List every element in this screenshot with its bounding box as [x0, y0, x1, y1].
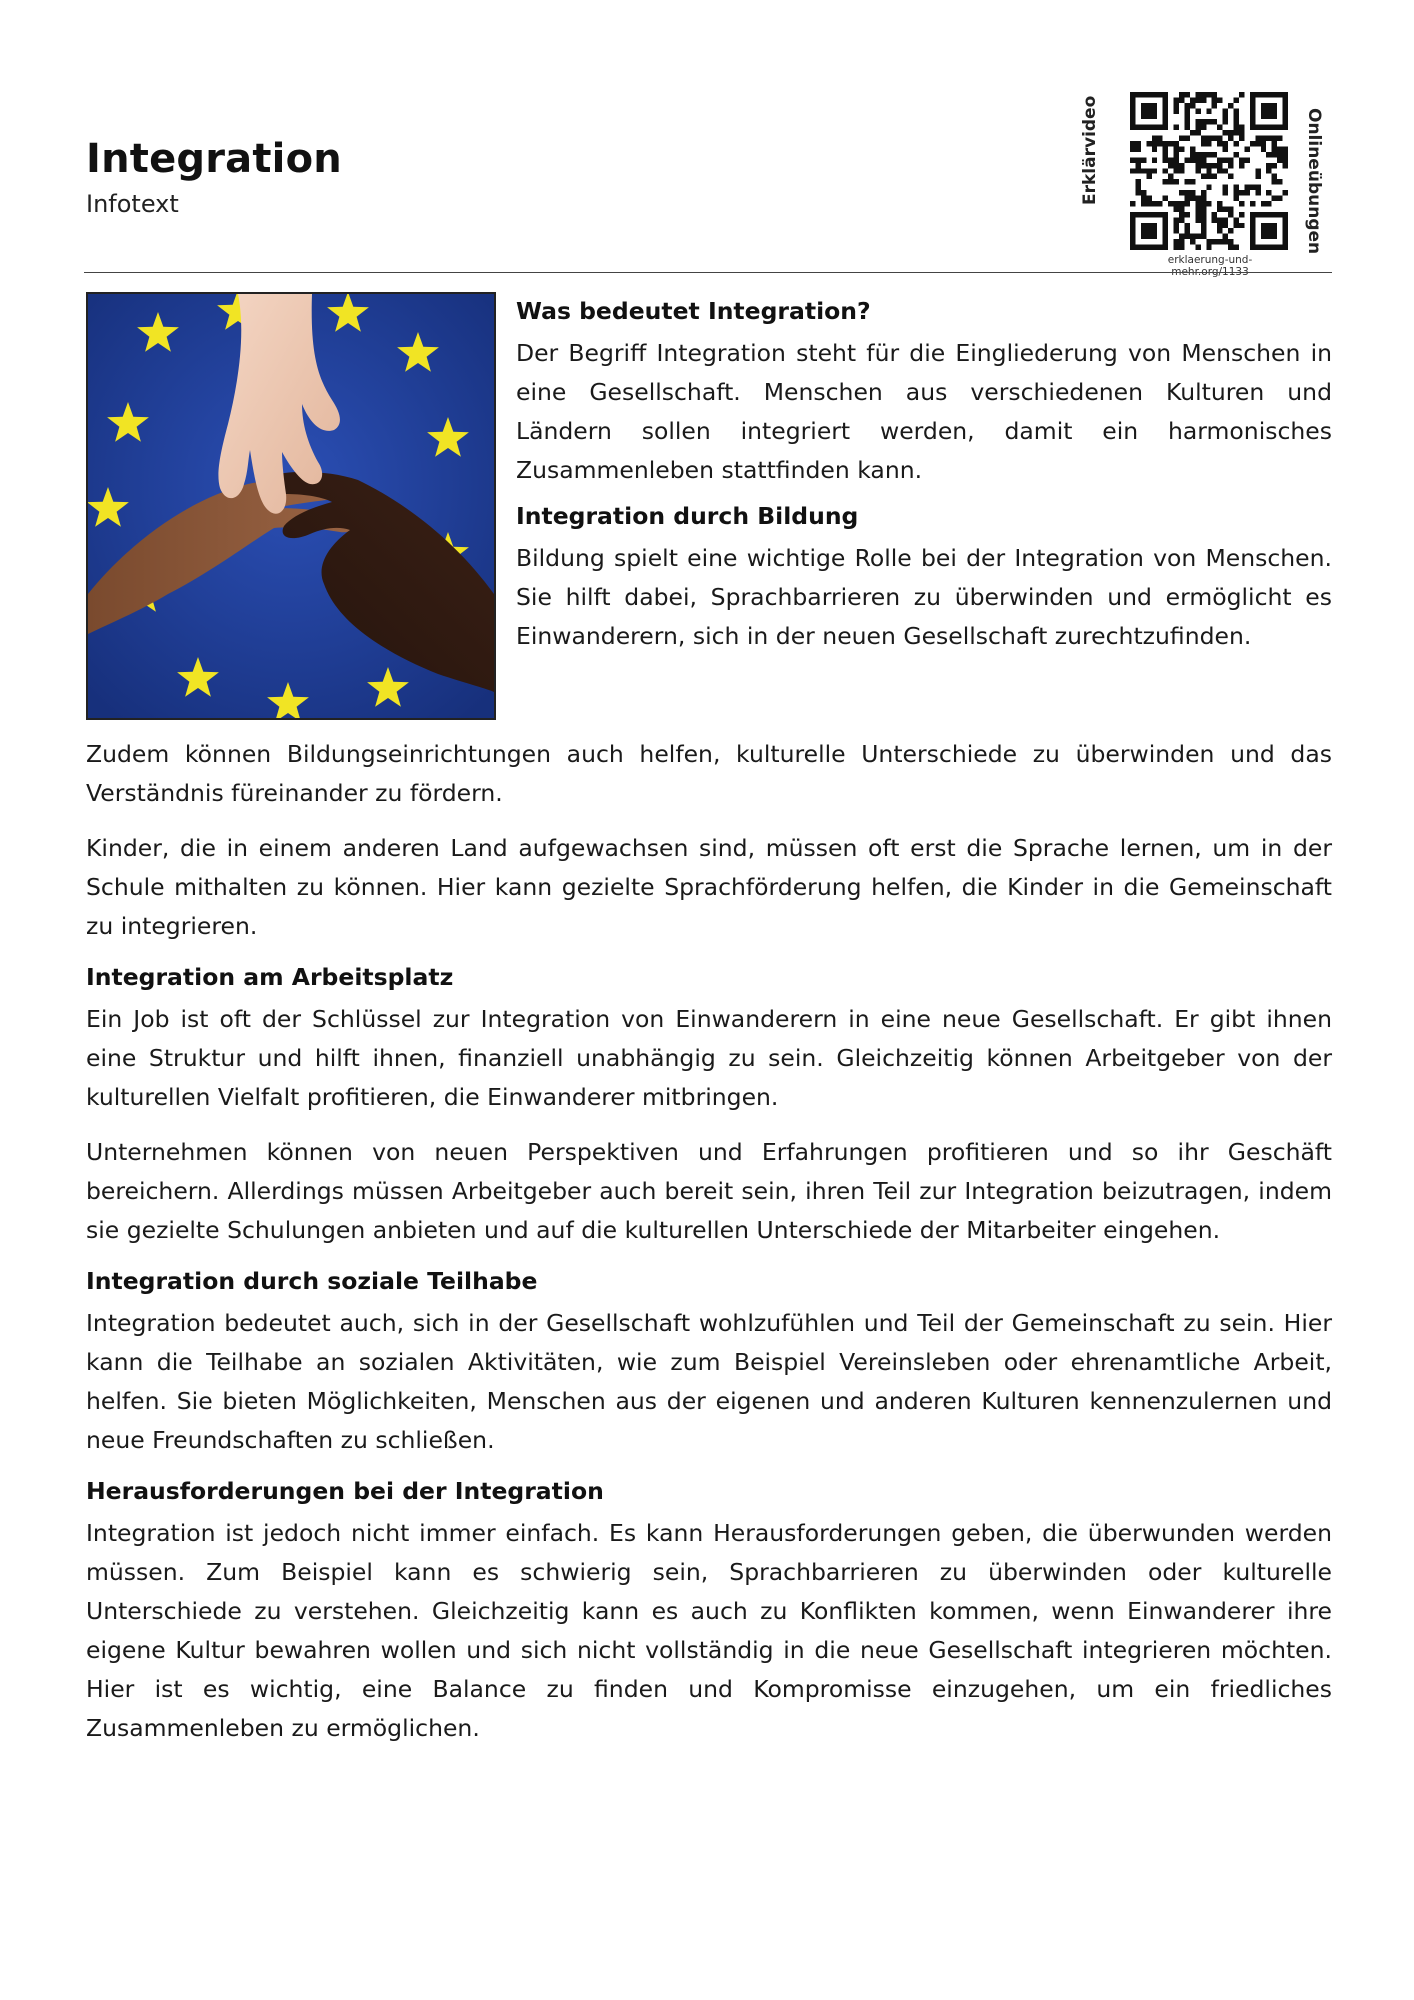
column-text: [516, 292, 1332, 656]
explainer-video-label[interactable]: Erklärvideo: [1080, 95, 1100, 205]
paragraph: Unternehmen können von neuen Perspektiven und Erfahrungen profitieren und so ihr Geschäft bereichern. Allerdings müssen Arbeitgeber auch bereit sein, ihren Teil zur Integration beizutragen, indem sie gezielte Schulungen anbieten und auf die kulturellen Unterschiede der Mitarbeiter eingehen.: [86, 1138, 1332, 1244]
qr-code-icon[interactable]: [1130, 92, 1288, 250]
section-heading: Integration durch Bildung: [516, 502, 859, 530]
header-divider: [84, 272, 1332, 273]
paragraph: Der Begriff Integration steht für die Eingliederung von Menschen in eine Gesellschaft. Menschen aus verschiedenen Kulturen und Ländern sollen integriert werden, damit ein harmonisches Zusammenleben stattfinden kann.: [516, 339, 1332, 484]
paragraph: Ein Job ist oft der Schlüssel zur Integration von Einwanderern in eine neue Gesellschaft. Er gibt ihnen eine Struktur und hilft ihnen, finanziell unabhängig zu sein. Gleichzeitig können Arbeitgeber von der kulturellen Vielfalt profitieren, die Einwanderer mitbringen.: [86, 1005, 1332, 1111]
section-heading: Integration am Arbeitsplatz: [86, 963, 454, 991]
page-subtitle: Infotext: [86, 190, 179, 218]
qr-url[interactable]: erklaerung-und-mehr.org/1133: [1167, 254, 1253, 278]
paragraph: Integration bedeutet auch, sich in der Gesellschaft wohlzufühlen und Teil der Gemeinschaft zu sein. Hier kann die Teilhabe an sozialen Aktivitäten, wie zum Beispiel Vereinsleben oder ehrenamtliche Arbeit, helfen. Sie bieten Möglichkeiten, Menschen aus der eigenen und anderen Kulturen kennenzulernen und neue Freundschaften zu schließen.: [86, 1309, 1332, 1454]
paragraph: Zudem können Bildungseinrichtungen auch helfen, kulturelle Unterschiede zu überwinden und das Verständnis füreinander zu fördern.: [86, 740, 1332, 807]
online-exercises-label[interactable]: Onlineübungen: [1304, 108, 1324, 255]
paragraph: Integration ist jedoch nicht immer einfach. Es kann Herausforderungen geben, die überwunden werden müssen. Zum Beispiel kann es schwierig sein, Sprachbarrieren zu überwinden oder kulturelle Unterschiede zu verstehen. Gleichzeitig kann es auch zu Konflikten kommen, wenn Einwanderer ihre eigene Kultur bewahren wollen und sich nicht vollständig in die neue Gesellschaft integrieren möchten. Hier ist es wichtig, eine Balance zu finden und Kompromisse einzugehen, um ein friedliches Zusammenleben zu ermöglichen.: [86, 1519, 1332, 1742]
section-heading: Herausforderungen bei der Integration: [86, 1477, 604, 1505]
paragraph: Kinder, die in einem anderen Land aufgewachsen sind, müssen oft erst die Sprache lernen, um in der Schule mithalten zu können. Hier kann gezielte Sprachförderung helfen, die Kinder in die Gemeinschaft zu integrieren.: [86, 834, 1332, 940]
section-heading: Was bedeutet Integration?: [516, 297, 871, 325]
page-title: Integration: [86, 136, 342, 182]
section-heading: Integration durch soziale Teilhabe: [86, 1267, 538, 1295]
paragraph: Bildung spielt eine wichtige Rolle bei der Integration von Menschen. Sie hilft dabei, Sprachbarrieren zu überwinden und ermöglicht es Einwanderern, sich in der neuen Gesellschaft zurechtzufinden.: [516, 544, 1332, 650]
main-text: [86, 735, 1332, 1748]
eu-flag-hands-image: [86, 292, 496, 720]
